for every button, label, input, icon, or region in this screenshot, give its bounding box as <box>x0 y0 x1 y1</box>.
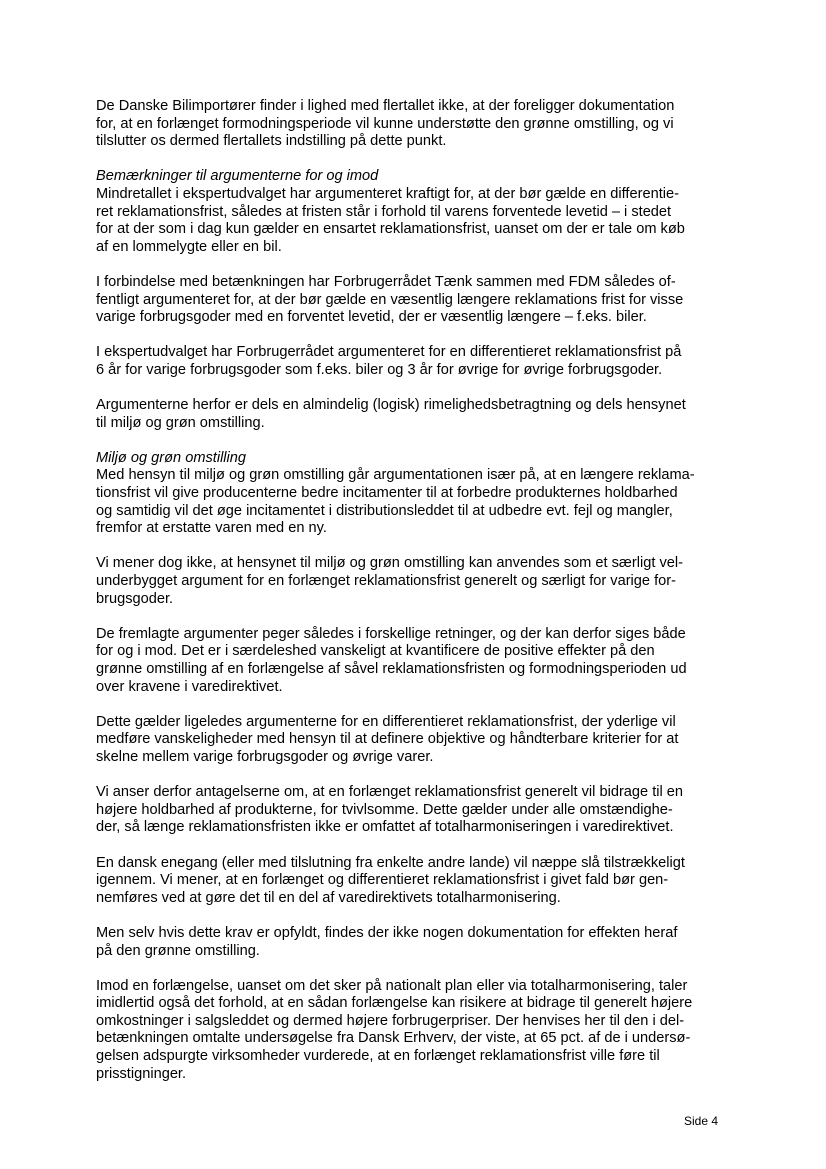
text-line: over kravene i varedirektivet. <box>96 678 283 695</box>
text-line: varige forbrugsgoder med en forventet levetid, der er væsentlig længere – f.eks. biler. <box>96 309 647 326</box>
text-line: De Danske Bilimportører finder i lighed med flertallet ikke, at der foreligger dokumentation <box>96 98 675 114</box>
text-line: Vi anser derfor antagelserne om, at en forlænget reklamationsfrist generelt vil bidrage til en <box>96 784 684 801</box>
text-line: på den grønne omstilling. <box>96 942 260 959</box>
paragraph <box>96 397 732 432</box>
paragraph <box>96 98 732 151</box>
text-line: af en lommelygte eller en bil. <box>96 238 282 255</box>
paragraph <box>96 855 732 908</box>
text-line: Med hensyn til miljø og grøn omstilling går argumentationen især på, at en længere reklama- <box>96 467 695 484</box>
text-line: og samtidig vil det øge incitamentet i distributionsleddet til at udbedre evt. fejl og mangler, <box>96 502 673 519</box>
page-number: Side 4 <box>683 1114 718 1128</box>
text-line: for at der som i dag kun gælder en ensartet reklamationsfrist, uanset om der er tale om køb <box>96 221 685 238</box>
paragraph <box>96 344 732 379</box>
text-line: ret reklamationsfrist, således at fristen står i forhold til varens forventede levetid – i stedet <box>96 203 672 220</box>
paragraph <box>96 714 732 767</box>
section-paragraph <box>96 450 732 538</box>
paragraph <box>96 626 732 696</box>
text-line: En dansk enegang (eller med tilslutning fra enkelte andre lande) vil næppe slå tilstrækkeligt <box>96 854 685 871</box>
section-heading: Miljø og grøn omstilling <box>96 449 247 466</box>
text-line: fentligt argumenteret for, at der bør gælde en væsentlig længere reklamations frist for visse <box>96 291 684 308</box>
paragraph <box>96 555 732 608</box>
section-paragraph <box>96 168 732 256</box>
text-line: brugsgoder. <box>96 590 174 607</box>
text-line: højere holdbarhed af produkterne, for tvivlsomme. Dette gælder under alle omstændighe- <box>96 801 673 818</box>
text-line: grønne omstilling af en forlængelse af såvel reklamationsfristen og formodningsperioden ud <box>96 661 687 677</box>
text-line: for og i mod. Det er i særdeleshed vanskeligt at kvantificere de positive effekter på den <box>96 643 655 660</box>
text-line: De fremlagte argumenter peger således i forskellige retninger, og der kan derfor siges både <box>96 625 686 642</box>
text-line: omkostninger i salgsleddet og dermed højere forbrugerpriser. Der henvises her til den i del- <box>96 1012 685 1029</box>
text-line: Men selv hvis dette krav er opfyldt, findes der ikke nogen dokumentation for effekten heraf <box>96 924 678 941</box>
paragraph <box>96 784 732 837</box>
text-line: for, at en forlænget formodningsperiode vil kunne understøtte den grønne omstilling, og vi <box>96 115 674 132</box>
text-line: gelsen adspurgte virksomheder vurderede, at en forlænget reklamationsfrist ville føre til <box>96 1048 660 1065</box>
text-line: imidlertid også det forhold, at en sådan forlængelse kan risikere at bidrage til generelt højere <box>96 995 693 1012</box>
paragraph <box>96 978 732 1084</box>
section-heading: Bemærkninger til argumenterne for og imod <box>96 168 379 185</box>
text-line: I forbindelse med betænkningen har Forbrugerrådet Tænk sammen med FDM således of- <box>96 273 676 290</box>
text-line: Imod en forlængelse, uanset om det sker på nationalt plan eller via totalharmonisering, taler <box>96 977 688 994</box>
text-line: nemføres ved at gøre det til en del af varedirektivets totalharmonisering. <box>96 889 561 906</box>
text-line: tionsfrist vil give producenterne bedre incitamenter til at forbedre produkternes holdbarhed <box>96 485 678 502</box>
text-line: Vi mener dog ikke, at hensynet til miljø og grøn omstilling kan anvendes som et særligt vel- <box>96 555 683 572</box>
text-line: betænkningen omtalte undersøgelse fra Dansk Erhverv, der viste, at 65 pct. af de i undersø- <box>96 1030 691 1047</box>
text-line: til miljø og grøn omstilling. <box>96 414 265 431</box>
paragraph <box>96 274 732 327</box>
text-line: Argumenterne herfor er dels en almindelig (logisk) rimelighedsbetragtning og dels hensynet <box>96 397 686 414</box>
text-line: der, så længe reklamationsfristen ikke er omfattet af totalharmoniseringen i varedirektivet. <box>96 819 674 836</box>
text-line: 6 år for varige forbrugsgoder som f.eks. biler og 3 år for øvrige for øvrige forbrugsgoder. <box>96 361 663 378</box>
text-line: skelne mellem varige forbrugsgoder og øvrige varer. <box>96 748 434 765</box>
text-line: tilslutter os dermed flertallets indstilling på dette punkt. <box>96 133 447 150</box>
text-line: fremfor at erstatte varen med en ny. <box>96 520 327 537</box>
paragraph <box>96 925 732 960</box>
text-line: underbygget argument for en forlænget reklamationsfrist generelt og særligt for varige for- <box>96 573 676 590</box>
text-line: igennem. Vi mener, at en forlænget og differentieret reklamationsfrist i givet fald bør gen- <box>96 872 669 889</box>
text-line: I ekspertudvalget har Forbrugerrådet argumenteret for en differentieret reklamationsfrist på <box>96 344 682 361</box>
text-line: Dette gælder ligeledes argumenterne for en differentieret reklamationsfrist, der yderlige vil <box>96 713 676 730</box>
text-line: Mindretallet i ekspertudvalget har argumenteret kraftigt for, at der bør gælde en differentie- <box>96 185 679 202</box>
document-body <box>96 98 732 1101</box>
text-line: medføre vanskeligheder med hensyn til at definere objektive og håndterbare kriterier for at <box>96 731 679 748</box>
text-line: prisstigninger. <box>96 1065 187 1082</box>
